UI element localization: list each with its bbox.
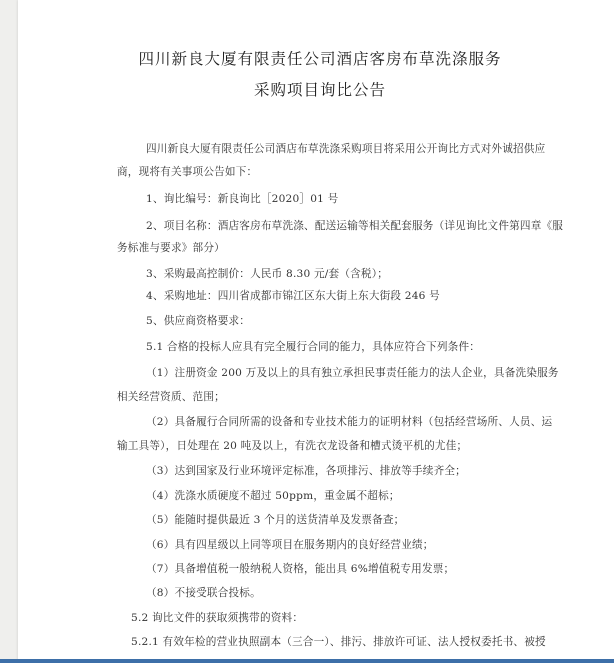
- paragraph-line: 5、供应商资格要求：: [146, 315, 251, 327]
- document-title-line-2: 采购项目询比公告: [253, 81, 386, 99]
- paragraph-line: 四川新良大厦有限责任公司酒店布草洗涤采购项目将采用公开询比方式对外诚招供应: [146, 143, 546, 155]
- paragraph-line: 输工具等），日处理在 20 吨及以上，有洗衣龙设备和槽式烫平机的尤佳；: [117, 440, 468, 452]
- paragraph-line: （6）具有四星级以上同等项目在服务期内的良好经营业绩；: [146, 539, 434, 551]
- paragraph-line: 3、采购最高控制价：人民币 8.30 元/套（含税）；: [146, 268, 389, 280]
- paragraph-line: 务标准与要求》部分）: [117, 242, 225, 254]
- paragraph-line: 4、采购地址：四川省成都市锦江区东大街上东大街段 246 号: [146, 290, 440, 302]
- page-gutter: [0, 0, 18, 663]
- paragraph-line: （7）具备增值税一般纳税人资格，能出具 6%增值税专用发票；: [146, 563, 455, 575]
- paragraph-line: （1）注册资金 200 万及以上的具有独立承担民事责任能力的法人企业，具备洗染服务: [146, 367, 559, 379]
- document-title-line-1: 四川新良大厦有限责任公司酒店客房布草洗涤服务: [138, 50, 502, 68]
- paragraph-line: 5.2 询比文件的获取须携带的资料：: [131, 612, 304, 624]
- paragraph-line: （3）达到国家及行业环境评定标准，各项排污、排放等手续齐全；: [146, 465, 466, 477]
- paragraph-line: （4）洗涤水质硬度不超过 50ppm，重金属不超标；: [146, 490, 400, 502]
- paragraph-line: 商，现将有关事项公告如下：: [117, 166, 258, 178]
- paragraph-line: 相关经营资质、范围；: [117, 391, 225, 403]
- window-bottom-edge: [0, 659, 614, 663]
- paragraph-line: 5.1 合格的投标人应具有完全履行合同的能力，具体应符合下列条件：: [146, 341, 481, 353]
- paragraph-line: （5）能随时提供最近 3 个月的送货清单及发票备查；: [146, 514, 405, 526]
- paragraph-line: 2、项目名称：酒店客房布草洗涤、配送运输等相关配套服务（详见询比文件第四章《服: [146, 220, 564, 232]
- paragraph-line: 5.2.1 有效年检的营业执照副本（三合一）、排污、排放许可证、法人授权委托书、被授: [131, 636, 546, 648]
- paragraph-line: 1、询比编号：新良询比［2020］01 号: [146, 193, 339, 205]
- paragraph-line: （8）不接受联合投标。: [146, 587, 261, 599]
- paragraph-line: （2）具备履行合同所需的设备和专业技术能力的证明材料（包括经营场所、人员、运: [146, 416, 553, 428]
